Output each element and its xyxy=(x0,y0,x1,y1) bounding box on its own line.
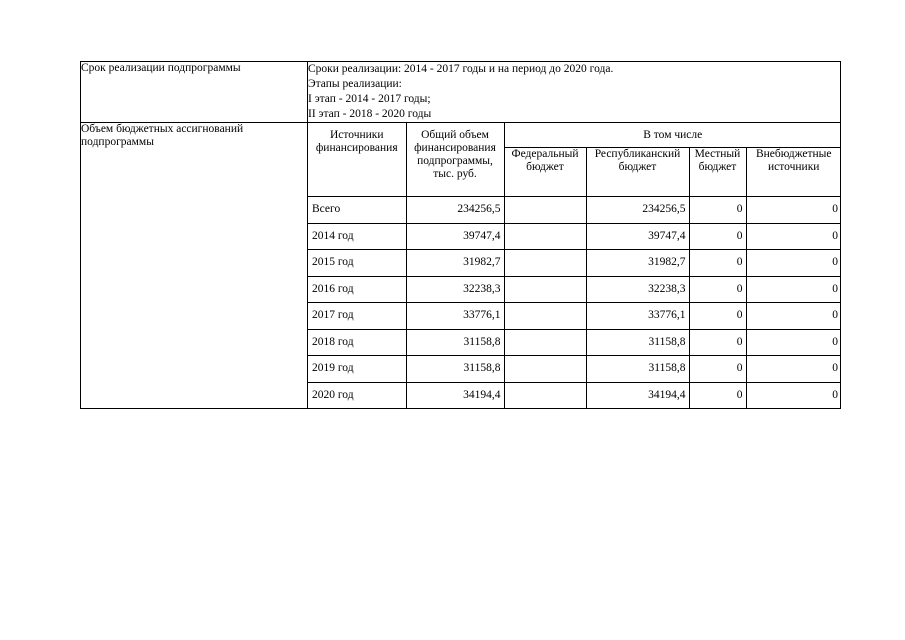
header-including: В том числе xyxy=(504,123,841,148)
local-value: 0 xyxy=(689,250,746,277)
row-label: 2020 год xyxy=(308,382,406,408)
period-text xyxy=(308,62,841,123)
extrabudget-value: 0 xyxy=(746,382,841,408)
row-label: 2015 год xyxy=(308,250,406,277)
federal-value xyxy=(504,250,586,277)
period-line-3: I этап - 2014 - 2017 годы; xyxy=(308,93,431,105)
row-label: 2018 год xyxy=(308,329,406,356)
header-extrabudget: Внебюджетные источники xyxy=(746,148,841,197)
republican-value: 31982,7 xyxy=(586,250,689,277)
period-line-4: II этап - 2018 - 2020 годы xyxy=(308,108,432,120)
financing-row xyxy=(308,197,841,224)
total-value: 33776,1 xyxy=(406,303,504,330)
financing-row xyxy=(308,250,841,277)
republican-value: 32238,3 xyxy=(586,276,689,303)
financing-row xyxy=(308,276,841,303)
period-line-2: Этапы реализации: xyxy=(308,78,402,90)
total-value: 31982,7 xyxy=(406,250,504,277)
total-value: 234256,5 xyxy=(406,197,504,224)
local-value: 0 xyxy=(689,356,746,383)
financing-row xyxy=(308,356,841,383)
federal-value xyxy=(504,276,586,303)
row-label: 2017 год xyxy=(308,303,406,330)
republican-value: 234256,5 xyxy=(586,197,689,224)
row-label: 2019 год xyxy=(308,356,406,383)
local-value: 0 xyxy=(689,382,746,408)
total-value: 32238,3 xyxy=(406,276,504,303)
total-value: 31158,8 xyxy=(406,329,504,356)
header-source: Источники финансирования xyxy=(308,123,406,197)
financing-row xyxy=(308,329,841,356)
header-federal: Федеральный бюджет xyxy=(504,148,586,197)
budget-cell xyxy=(308,123,841,409)
financing-table xyxy=(308,123,841,408)
extrabudget-value: 0 xyxy=(746,223,841,250)
row-label: 2016 год xyxy=(308,276,406,303)
extrabudget-value: 0 xyxy=(746,303,841,330)
header-local: Местный бюджет xyxy=(689,148,746,197)
extrabudget-value: 0 xyxy=(746,197,841,224)
header-total: Общий объем финансирования подпрограммы, тыс. руб. xyxy=(406,123,504,197)
passport-table xyxy=(80,61,841,409)
extrabudget-value: 0 xyxy=(746,276,841,303)
financing-row xyxy=(308,303,841,330)
total-value: 34194,4 xyxy=(406,382,504,408)
local-value: 0 xyxy=(689,303,746,330)
period-line-1: Сроки реализации: 2014 - 2017 годы и на период до 2020 года. xyxy=(308,63,614,75)
federal-value xyxy=(504,197,586,224)
republican-value: 31158,8 xyxy=(586,356,689,383)
extrabudget-value: 0 xyxy=(746,329,841,356)
republican-value: 33776,1 xyxy=(586,303,689,330)
header-republican: Республиканский бюджет xyxy=(586,148,689,197)
federal-value xyxy=(504,303,586,330)
total-value: 31158,8 xyxy=(406,356,504,383)
local-value: 0 xyxy=(689,329,746,356)
federal-value xyxy=(504,356,586,383)
federal-value xyxy=(504,223,586,250)
period-row xyxy=(81,62,841,123)
period-label: Срок реализации подпрограммы xyxy=(81,62,308,123)
federal-value xyxy=(504,329,586,356)
financing-row xyxy=(308,223,841,250)
row-label: Всего xyxy=(308,197,406,224)
republican-value: 34194,4 xyxy=(586,382,689,408)
extrabudget-value: 0 xyxy=(746,356,841,383)
budget-label: Объем бюджетных ассигнований подпрограммы xyxy=(81,123,308,409)
extrabudget-value: 0 xyxy=(746,250,841,277)
local-value: 0 xyxy=(689,197,746,224)
republican-value: 39747,4 xyxy=(586,223,689,250)
local-value: 0 xyxy=(689,276,746,303)
republican-value: 31158,8 xyxy=(586,329,689,356)
financing-header-row xyxy=(308,123,841,148)
total-value: 39747,4 xyxy=(406,223,504,250)
row-label: 2014 год xyxy=(308,223,406,250)
financing-row xyxy=(308,382,841,408)
local-value: 0 xyxy=(689,223,746,250)
budget-row xyxy=(81,123,841,409)
federal-value xyxy=(504,382,586,408)
